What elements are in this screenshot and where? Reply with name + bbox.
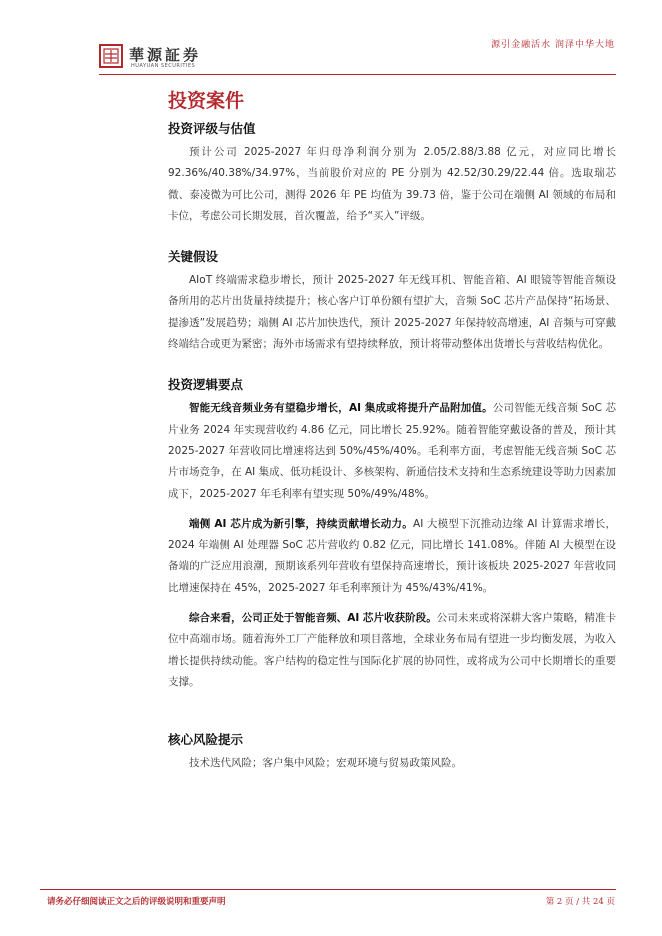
page-header: [0, 0, 662, 80]
rating-paragraph: 预计公司 2025-2027 年归母净利润分别为 2.05/2.88/3.88 亿元，对应同比增长 92.36%/40.38%/34.97%，当前股价对应的 PE 分别为 42.52/30.29/22.44 倍。选取瑞芯微、泰凌微为可比公司，测得 2026 年 PE 均值为 39.73 倍，鉴于公司在端侧 AI 领域的布局和卡位，考虑公司长期发展，首次覆盖，给予“买入”评级。: [168, 146, 616, 222]
logo-english-name: HUAYUAN SECURITIES: [131, 63, 196, 69]
logic-paragraph-2: [168, 514, 616, 599]
page-number: 第 2 页 / 共 24 页: [545, 897, 615, 907]
page-title: 投资案件: [168, 90, 245, 112]
logo-chinese-name: 華源証券: [129, 46, 202, 64]
section-assumptions: [168, 247, 616, 355]
section-heading-logic: 投资逻辑要点: [168, 377, 244, 393]
company-logo: [99, 44, 209, 72]
section-logic: [168, 375, 616, 693]
section-heading-assumptions: 关键假设: [168, 249, 219, 265]
header-divider: [99, 74, 616, 75]
logic-p2-lead: 端侧 AI 芯片成为新引擎，持续贡献增长动力。: [189, 517, 414, 530]
logic-p1-lead: 智能无线音频业务有望稳步增长，AI 集成或将提升产品附加值。: [189, 402, 493, 415]
logic-paragraph-3: [168, 608, 616, 693]
footer-divider: [40, 889, 616, 890]
main-content: [168, 86, 616, 775]
risks-paragraph: 技术迭代风险；客户集中风险；宏观环境与贸易政策风险。: [189, 757, 462, 770]
logo-mark-icon: [99, 44, 123, 68]
logic-paragraph-1: [168, 398, 616, 504]
logic-p1-body: 公司智能无线音频 SoC 芯片业务 2024 年实现营收约 4.86 亿元，同比增长 25.92%。随着智能穿戴设备的普及，预计其 2025-2027 年营收同比增速将达到 50%/45%/40%。毛利率方面，考虑智能无线音频 SoC 芯片市场竞争，在 AI 集成、低功耗设计、多核架构、新通信技术支持和生态系统建设等助力因素加成下，2025-2027 年毛利率有望实现 50%/49%/48%。: [168, 402, 616, 500]
logic-p2-body: AI 大模型下沉推动边缘 AI 计算需求增长，2024 年端侧 AI 处理器 SoC 芯片营收约 0.82 亿元，同比增长 141.08%。伴随 AI 大模型在设备端的广泛应用浪潮，预期该系列年营收有望保持高速增长，预计该板块 2025-2027 年营收同比增速保持在 45%，2025-2027 年毛利率预计为 45%/43%/41%。: [168, 517, 617, 594]
section-heading-risks: 核心风险提示: [168, 732, 244, 748]
section-heading-rating: 投资评级与估值: [168, 121, 256, 136]
logic-p3-body: 公司未来或将深耕大客户策略，精准卡位中高端市场。随着海外工厂产能释放和项目落地，全球业务布局有望进一步均衡发展，为收入增长提供持续动能。客户结构的稳定性与国际化扩展的协同性，或将成为公司中长期增长的重要支撑。: [168, 612, 617, 688]
header-slogan: 源引金融活水 润泽中华大地: [491, 40, 615, 50]
section-rating: [168, 119, 616, 227]
assumptions-paragraph: AIoT 终端需求稳步增长，预计 2025-2027 年无线耳机、智能音箱、AI 眼镜等智能音频设备所用的芯片出货量持续提升；核心客户订单份额有望扩大，音频 SoC 芯片产品保持“拓场景、提渗透”发展趋势；端侧 AI 芯片加快迭代，预计 2025-2027 年保持较高增速，AI 音频与可穿戴终端结合或更为紧密；海外市场需求有望持续释放，预计将带动整体出货增长与营收结构优化。: [168, 274, 616, 351]
logic-p3-lead: 综合来看，公司正处于智能音频、AI 芯片收获阶段。: [189, 612, 437, 625]
footer-disclaimer: 请务必仔细阅读正文之后的评级说明和重要声明: [47, 897, 226, 907]
section-risks: [168, 730, 616, 774]
